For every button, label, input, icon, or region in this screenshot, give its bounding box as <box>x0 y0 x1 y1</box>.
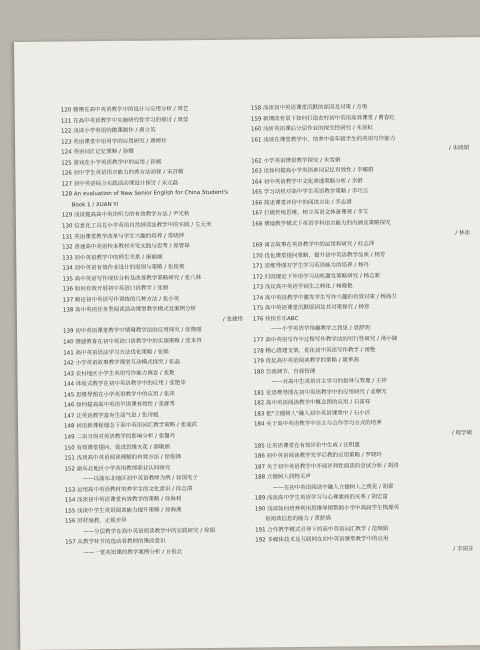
toc-entry: 174 高中英语教学中激发学生写作兴趣的有效对策 / 杨海卫 <box>252 293 397 302</box>
toc-entry: 151 浅谈高中英语阅读理解的有效方法 / 徐俊锋 <box>64 454 181 462</box>
toc-entry: 164 初中英语教学中文化渗透策略分析 / 李娟 <box>251 178 363 186</box>
toc-entry: 150 有效课堂提问，促进思维火花 / 郝敏娟 <box>64 443 170 451</box>
toc-entry: 132 普通高中英语校本教材开发实践与思考 / 庞智禄 <box>62 243 190 251</box>
toc-entry: 145 思维导图在小学英语教学中的应用 / 张萍 <box>63 391 175 399</box>
toc-entry: 153 运用高中英语教材培养学生的文化意识 / 徐志清 <box>64 485 193 494</box>
toc-entry: 171 思维导图对学生学习英语能力的培养 / 杨丹 <box>252 262 370 270</box>
toc-entry: 189 浅谈高中学生英语学习与心理素质的关系 / 胡宏富 <box>254 494 388 502</box>
toc-entry: 125 游戏在小学英语教学中的运用 / 孙媛 <box>61 159 162 167</box>
toc-entry: ——一堂英语课的教学案例分析 / 方俊北 <box>83 549 183 557</box>
toc-entry: 140 情感教育在初中英语口语教学中的实施策略 / 张本容 <box>63 338 202 346</box>
toc-entry: 190 浅谈如何培养利用思维导图帮助小学中高段学生梳理英 <box>254 504 400 513</box>
toc-entry: 130 信息化工具在小学英语自然拼读法教学中的实践 / 左元美 <box>61 221 212 230</box>
toc-entry: 169 寓言故事在英语教学中的运用和研究 / 杜志萍 <box>252 241 375 249</box>
toc-entry: 129 浅谈提高高中英语听力的有效教学方法 / 尹光秋 <box>61 211 190 219</box>
toc-entry: 158 浅谈初中英语课堂沉默的原因及对策 / 方勇 <box>250 104 368 112</box>
toc-entry: 124 英语词汇记忆策略 / 孙娜 <box>61 148 134 156</box>
toc-entry: 170 优化课堂提问策略，提升初中英语教学品质 / 杨芳 <box>252 251 386 260</box>
toc-entry: 160 浅析英语课后分层作业的探究性研究 / 朱剑虹 <box>250 125 374 133</box>
toc-entry: 184 关于高中英语教学中自主与合作学习方式的培养 <box>253 420 382 428</box>
toc-entry: 175 高中英语课堂沉默原因及其对策探究 / 杨寒 <box>252 304 370 312</box>
toc-entry: 138 高中英语任务型阅读活动课堂教学模式及案例分析 <box>62 306 197 314</box>
toc-entry: 185 让英语课堂在有效评价中生成 / 汪明惠 <box>254 441 360 450</box>
toc-entry: 127 初中英语综合实践活动课设计探讨 / 宋元磊 <box>61 180 179 188</box>
toc-entry: 144 体验式教学在初中英语教学中的应用 / 张艳华 <box>63 380 186 388</box>
toc-entry: 128 An evaluation of New Senior English for China Student's <box>61 190 229 198</box>
toc-entry: 168 情境教学模式下英语学科语言能力的内涵及策略探究 <box>251 220 391 228</box>
toc-entry: 182 高中英语阅读教学中概念图的应用 / 石雷祥 <box>253 399 371 407</box>
toc-entry: 166 简述课堂评价中的阅读方法 / 李志清 <box>251 199 352 207</box>
toc-entry: 156 因材施教，正视差异 <box>64 518 127 525</box>
toc-entry: 149 二语习得对英语教学的影响分析 / 张馨丹 <box>64 433 176 441</box>
toc-entry: 157 从教学环节的选动看教师的课改意识 <box>65 538 166 546</box>
toc-entry: 167 打破传统思维，树立英语文体备课观 / 李艾 <box>251 209 369 217</box>
toc-entry: 148 试论新课程理念下高中英语词汇教学策略 / 张道武 <box>64 422 198 430</box>
toc-entry: 181 论思维导图在初中英语教学中的应用研究 / 孟朝光 <box>253 388 387 397</box>
toc-entry: Book 1 / XUAN Yi <box>71 201 119 209</box>
toc-entry: 154 浅谈初中英语课堂有效教学的策略 / 徐海利 <box>64 496 182 504</box>
toc-entry: 187 关于初中英语教学中开展评判性阅读的尝试分析 / 胡涛 <box>254 462 399 471</box>
toc-entry: / 程学敏 <box>451 430 473 437</box>
toc-entry: 155 浅谈中学生英语阅读能力提升策略 / 徐海燕 <box>64 507 182 515</box>
toc-entry: 123 英语课堂中语用学的应用研究 / 唐婷玲 <box>61 138 167 146</box>
toc-entry: 152 渝东北地区小学英语教师职业认同研究 <box>64 464 171 473</box>
toc-entry: ——小学英语学得趣教学之我见 / 袁舒明 <box>270 325 370 333</box>
toc-entry: / 林冰 <box>455 229 471 236</box>
toc-left-column <box>61 104 252 559</box>
toc-entry: 162 小学英语情景教学探究 / 朱雪娟 <box>251 157 341 165</box>
toc-entry: / 李国芬 <box>453 546 474 553</box>
toc-entry: / 张建伟 <box>222 316 243 323</box>
toc-entry: 192 多媒体技术及互联网在初中英语课堂教学中的应用 <box>255 536 389 544</box>
toc-entry: 188 立德树人润物无声 <box>254 474 311 481</box>
toc-entry: ——分层教学在高中英语阅读教学中的实践研究 / 徐娟 <box>83 527 216 536</box>
toc-entry: 126 初中学生英语语言能力的养方法初探 / 宋召敏 <box>61 169 184 177</box>
toc-entry: 147 让英语教学富有生活气息 / 张诗媛 <box>63 412 159 420</box>
toc-entry: 语阅读信息的能力 / 黄舒娟 <box>264 516 331 523</box>
toc-entry: 179 优化高中英语阅读教学的策略 / 琥革茜 <box>253 357 359 365</box>
toc-entry: 176 快快乐乐ABC <box>252 315 299 323</box>
toc-entry: 159 新课改背景下如何打造农村初中英语高效课堂 / 曹春红 <box>250 114 395 123</box>
toc-entry: ——在初中英语阅读中融入立德树人之我见 / 胡翠 <box>272 483 394 492</box>
toc-entry: 135 高中英语写作现状分析及改善教学策略研究 / 张八林 <box>62 274 202 283</box>
toc-entry: 163 论如何提高小学英语单词记忆有效性 / 李娜娟 <box>251 167 374 175</box>
toc-entry: 122 浅谈小学英语的微课制作 / 唐立英 <box>60 127 156 135</box>
toc-entry: 133 初中英语教学中的师生关系 / 康丽丽 <box>62 254 163 262</box>
toc-entry: 143 农村地区小学生英语写作能力调查 / 张艳 <box>63 370 175 378</box>
toc-entry: / 朱晓娟 <box>448 145 470 152</box>
toc-entry: 180 自我调节，自我管理 <box>253 368 316 376</box>
toc-entry: 131 英语课堂教学改革与学生兴趣的培养 / 常晓钟 <box>62 232 185 241</box>
toc-entry: 172 归因理论下外语学习动机激发策略研究 / 杨志新 <box>252 272 381 281</box>
toc-entry: 136 如何有效开展初中英语口语教学 / 张娟 <box>62 285 169 293</box>
toc-entry: 173 浅议高中英语学困生之转化 / 杨晓艳 <box>252 283 353 291</box>
toc-entry: 177 高中英语写作中过程写作教学法的可行性研究 / 汤小婕 <box>253 336 398 344</box>
toc-entry: 186 初中英语阅读教学先学后教的应用策略 / 罗晓玲 <box>254 452 382 460</box>
toc-entry: ——以渝东北地区初中英语教师为例 / 徐国发子 <box>82 475 198 483</box>
toc-entry: 120 微课在高中英语教学中的设计与应用分析 / 周艺 <box>60 106 189 114</box>
toc-entry: 161 浅谈在课堂教学中，培养中高年级学生的英语写作能力 <box>251 135 396 144</box>
toc-entry: 191 合作教学模式引导下的高中英语词汇教学 / 范瑞娟 <box>255 525 389 534</box>
toc-entry: 142 小学英语故事教学课堂互动模式探究 / 张晶 <box>63 359 181 367</box>
toc-entry: 121 在高中英语教学中实施研究性学习的探讨 / 周莹 <box>60 116 189 125</box>
document-page <box>14 37 480 650</box>
toc-entry: 183 把"立德树人"融入初中英语课堂中 / 石小洁 <box>253 410 371 418</box>
toc-entry: 137 略论初中英语写作训练的几种方法 / 张小英 <box>62 296 180 304</box>
toc-entry: 141 高中英语语法学习方法优化策略 / 张焕 <box>63 348 169 357</box>
page-edge-fragment <box>15 102 30 162</box>
toc-entry: 146 如何提高高中英语早读课有效性 / 张群秀 <box>63 401 175 409</box>
toc-right-column <box>251 101 480 557</box>
toc-entry: 139 初中英语课堂教学中情境教学法的应用探究 / 张晓丽 <box>63 327 202 335</box>
toc-entry: 134 初中英语有效作业设计的原则与策略 / 张俊爽 <box>62 264 185 272</box>
toc-entry: 165 学习动机对高中学生英语教学策略 / 李巧云 <box>251 188 369 196</box>
toc-entry: 178 精心搭建支架，优化初中英语写作教学 / 汤艳 <box>253 346 376 355</box>
toc-entry: ——对高中生英语自主学习的指导与管理 / 王祥 <box>271 378 387 386</box>
